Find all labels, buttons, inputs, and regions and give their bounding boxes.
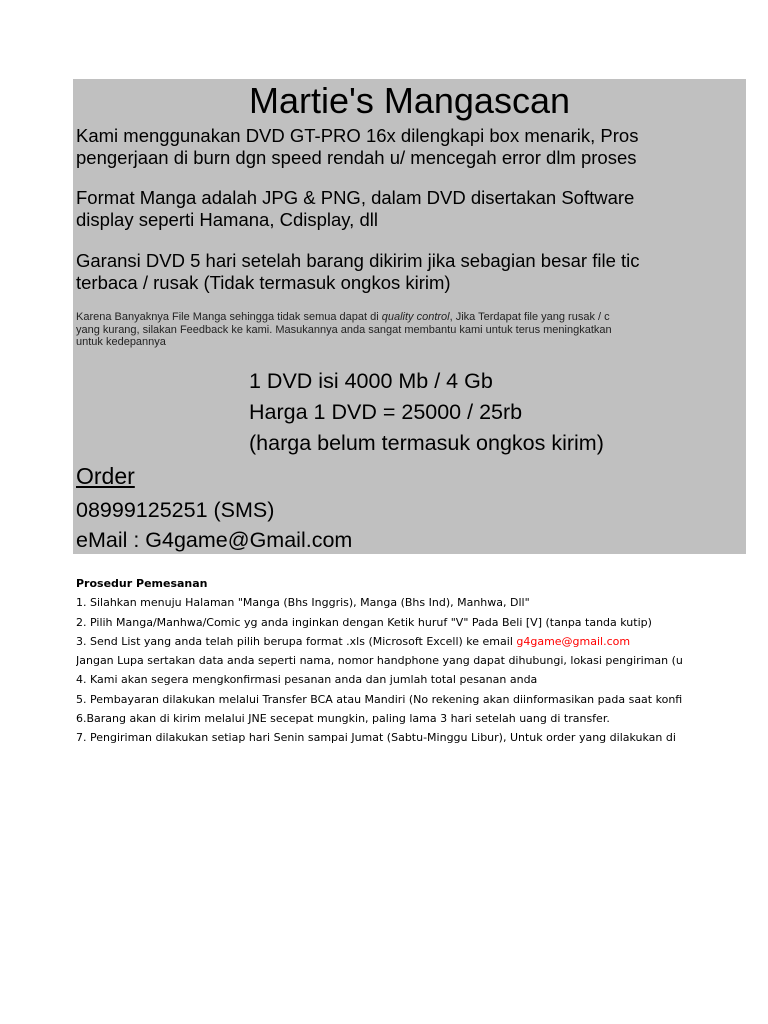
quality-note-line: yang kurang, silakan Feedback ke kami. Masukannya anda sangat membantu kami untuk terus meningkatkan (76, 323, 612, 336)
dvd-price: Harga 1 DVD = 25000 / 25rb (249, 400, 523, 424)
dvd-description (76, 125, 686, 169)
order-heading: Order (76, 463, 135, 489)
order-phone: 08999125251 (SMS) (76, 498, 275, 522)
order-email: eMail : G4game@Gmail.com (76, 528, 353, 552)
quality-note-line: Karena Banyaknya File Manga sehingga tidak semua dapat di quality control, Jika Terdapat file yang rusak / c (76, 311, 610, 323)
quality-note-line: untuk kedepannya (76, 336, 166, 348)
dvd-capacity: 1 DVD isi 4000 Mb / 4 Gb (249, 369, 493, 393)
warranty-description (76, 250, 686, 294)
procedure-step: 6.Barang akan di kirim melalui JNE secepat mungkin, paling lama 3 hari setelah uang di transfer. (76, 712, 610, 726)
info-banner (73, 79, 746, 554)
shipping-note: (harga belum termasuk ongkos kirim) (249, 431, 604, 455)
procedure-step: 3. Send List yang anda telah pilih berupa format .xls (Microsoft Excell) ke email g4game@gmail.com (76, 634, 631, 648)
format-description (76, 187, 686, 231)
procedure-heading: Prosedur Pemesanan (76, 577, 208, 590)
price-block (249, 366, 604, 459)
order-contact (76, 495, 352, 554)
procedure-step: 7. Pengiriman dilakukan setiap hari Senin sampai Jumat (Sabtu-Minggu Libur), Untuk order yang dilakukan di (76, 731, 676, 745)
order-procedure (76, 574, 686, 748)
dvd-description-line: pengerjaan di burn dgn speed rendah u/ mencegah error dlm proses (76, 147, 637, 168)
page-title: Martie's Mangascan (248, 80, 570, 121)
format-description-line: display seperti Hamana, Cdisplay, dll (76, 209, 378, 230)
procedure-step: 4. Kami akan segera mengkonfirmasi pesanan anda dan jumlah total pesanan anda (76, 673, 538, 687)
procedure-step: 2. Pilih Manga/Manhwa/Comic yg anda inginkan dengan Ketik huruf "V" Pada Beli [V] (tanpa tanda kutip) (76, 615, 652, 629)
warranty-description-line: terbaca / rusak (Tidak termasuk ongkos kirim) (76, 272, 451, 293)
dvd-description-line: Kami menggunakan DVD GT-PRO 16x dilengkapi box menarik, Pros (76, 125, 639, 146)
procedure-step: 1. Silahkan menuju Halaman "Manga (Bhs Inggris), Manga (Bhs Ind), Manhwa, Dll" (76, 596, 530, 610)
procedure-step-note: Jangan Lupa sertakan data anda seperti nama, nomor handphone yang dapat dihubungi, lokasi pengiriman (u (76, 654, 683, 668)
procedure-step: 5. Pembayaran dilakukan melalui Transfer BCA atau Mandiri (No rekening akan diinformasikan pada saat konfi (76, 692, 683, 706)
quality-note (76, 311, 686, 349)
email-link[interactable]: g4game@gmail.com (516, 634, 631, 648)
warranty-description-line: Garansi DVD 5 hari setelah barang dikirim jika sebagian besar file tic (76, 250, 640, 271)
format-description-line: Format Manga adalah JPG & PNG, dalam DVD disertakan Software (76, 187, 635, 208)
